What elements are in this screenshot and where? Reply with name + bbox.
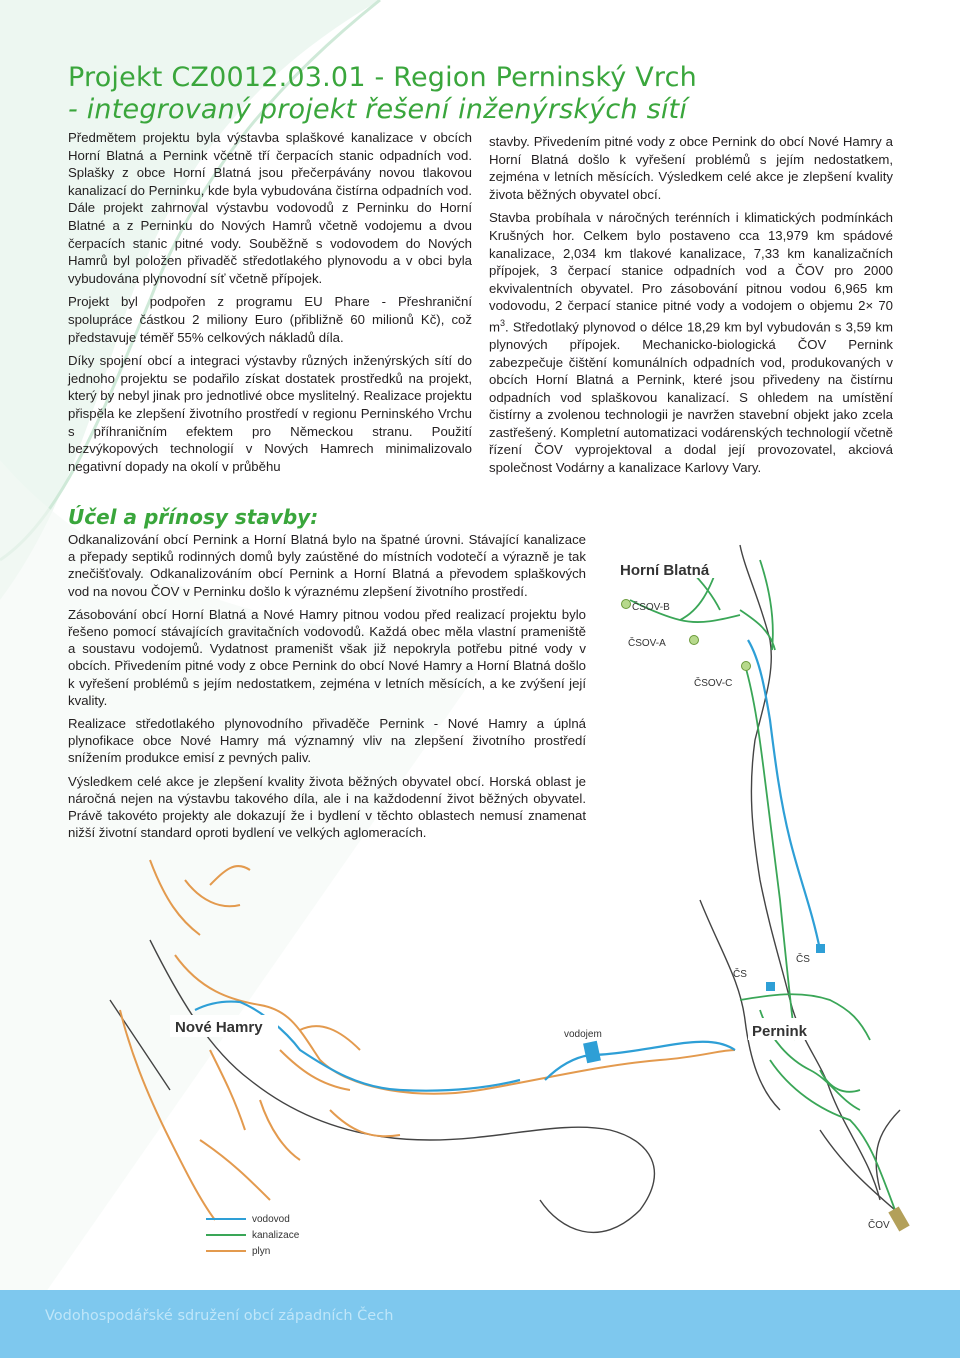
left-paragraph-3: Díky spojení obcí a integraci výstavby různých inženýrských sítí do jednoho projektu se podařilo získat dostatek prostředků na projekt, který by nebyl jinak pro jednotlivé obce myslitelný. Realizace projektu přispěla ke zlepšení životního prostředí v regionu Perninského Vrchu s příhraničním efektem pro Německou stranu. Použití bezvýkopových technologií v Nových Hamrech minimalizovalo negativní dopady na okolí v průběhu [68, 353, 472, 474]
road-network [110, 545, 900, 1232]
vodojem-marker [583, 1041, 601, 1063]
cs-1-marker [766, 982, 775, 991]
section-paragraph-4: Výsledkem celé akce je zlepšení kvality života běžných obyvatel obcí. Horská oblast je náročná nejen na výstavbu takového díla, ale i na každodenní život běžných obyvatel. Právě takovéto projekty ale dokazují že i bydlení v těchto oblastech nemusí znamenat nižší životní standard oproti bydlení ve velkých aglomeracích. [68, 773, 586, 841]
left-column [68, 129, 472, 481]
water-network [195, 640, 820, 1091]
cov-label: ČOV [868, 1220, 890, 1231]
section-paragraph-2: Zásobování obcí Horní Blatná a Nové Hamry pitnou vodou před realizací projektu bylo řešeno pomocí stávajících gravitačních vodovodů. Každá obec měla vlastní prameniště a soustavu vodojemů. Vydatnost prameništ však již nepokryla potřebu pitné vody v obcích. Přivedením pitné vody z obce Pernink do obcí Nové Hamry a Horní Blatná došlo k vyřešení problémů s jejím nedostatkem, zejména v letních měsících, a ke zvýšení její kvality. [68, 606, 586, 708]
left-paragraph-2: Projekt byl podpořen z programu EU Phare - Přeshraniční spolupráce částkou 2 miliony Euro (přibližně 60 milionů Kč), což představuje téměř 55% celkových nákladů díla. [68, 294, 472, 345]
right-paragraph-1: stavby. Přivedením pitné vody z obce Pernink do obcí Nové Hamry a Horní Blatná došlo k vyřešení problémů s jejím nedostatkem, zejména v letních měsících. Výsledkem celé akce je zlepšení kvality života běžných obyvatel obcí. [489, 134, 893, 202]
cs-2-marker [816, 944, 825, 953]
page-title [68, 62, 928, 126]
map-legend [206, 1214, 300, 1257]
right-paragraph-2-start: Stavba probíhala v náročných terénních i klimatických podmínkách Krušných hor. Celkem bylo postaveno cca 13,979 km spádové kanalizace, 2,034 km tlakové kanalizace, 7,33 km kanalizačních přípojek, 3 čerpací stanice odpadních vod a ČOV pro 2000 ekvivalentních obyvatel. Pro zásobování pitnou vodou 6,965 km vodovodu, 2 čerpací stanice pitné vody a vodojem o objemu 2× 70 m [489, 210, 893, 335]
title-line-2: - integrovaný projekt řešení inženýrských sítí [68, 94, 688, 125]
legend-gas-label: plyn [252, 1246, 271, 1257]
csov-b-marker [622, 600, 631, 609]
cs-2-label: ČS [796, 954, 810, 965]
csov-b-label: ČSOV-B [632, 602, 670, 613]
cov-marker [888, 1206, 909, 1231]
title-line-1: Projekt CZ0012.03.01 - Region Perninský Vrch [68, 62, 697, 93]
cubic-superscript: 3 [500, 317, 506, 328]
sewer-network [630, 560, 895, 1210]
section-paragraph-1: Odkanalizování obcí Pernink a Horní Blatná bylo na špatné úrovni. Stávající kanalizace a přepady septiků rodinných domů byly zaústěné do místních vodotečí a výrazně je tak znečišťovaly. Odkanalizováním obcí Pernink a Horní Blatná a převodem splaškových vod na novou ČOV v Perninku došlo k výraznému zlepšení životního prostředí. [68, 532, 586, 599]
right-paragraph-2-end: . Středotlaký plynovod o délce 18,29 km byl vybudován s 3,59 km plynových přípojek. Mechanicko-biologická ČOV Pernink zabezpečuje čištění komunálních odpadních vod, produkovaných v obcích Horní Blatná a Pernink, které jsou přivedeny na čistírnu odpadních vod splaškovou kanalizací. S ohledem na umístění čistírny a zvolenou technologii je navržen stavební objekt jako zcela zastřešený. Kompletní automatizaci vodárenských technologií včetně řízení ČOV vyprojektoval a dodal její provozovatel, akciová společnost Vodárny a kanalizace Karlovy Vary. [489, 319, 893, 476]
gas-network [120, 860, 735, 1220]
legend-sewer-label: kanalizace [252, 1230, 300, 1241]
csov-c-marker [742, 662, 751, 671]
legend-water-label: vodovod [252, 1214, 290, 1225]
left-paragraph-1: Předmětem projektu byla výstavba splaškové kanalizace v obcích Horní Blatná a Pernink včetně tří čerpacích stanic odpadních vod. Splašky z obce Horní Blatná jsou přečerpávány novou tlakovou kanalizací do Perninku, kde byla vybudována čistírna odpadních vod. Dále projekt zahrnoval výstavbu vodovodů z Perninku do Horní Blatné a z Perninku do Nových Hamrů včetně vodojemu a dvou čerpacích stanic pitné vody. Souběžně s vodovodem do Nových Hamrů byl položen přivaděč středotlakého plynovodu a v obci byla vybudována plynovodní síť včetně přípojek. [68, 130, 472, 286]
network-map [0, 520, 960, 1280]
vodojem-label: vodojem [564, 1029, 602, 1040]
horni-blatna-label: Horní Blatná [620, 562, 710, 579]
cs-1-label: ČS [733, 969, 747, 980]
section-paragraph-3: Realizace středotlakého plynovodního přivaděče Pernink - Nové Hamry a úplná plynofikace obce Nové Hamry má významný vliv na zlepšení životního prostředí snížením produkce emisí z pevných paliv. [68, 716, 586, 766]
footer-bar [0, 1290, 960, 1358]
right-column [489, 133, 893, 483]
nove-hamry-label: Nové Hamry [175, 1019, 263, 1036]
right-paragraph-2 [489, 209, 893, 476]
footer-text: Vodohospodářské sdružení obcí západních Čech [45, 1308, 394, 1324]
pernink-label: Pernink [752, 1023, 808, 1040]
csov-c-label: ČSOV-C [694, 678, 733, 689]
section-title: Účel a přínosy stavby: [68, 505, 319, 529]
csov-a-marker [690, 636, 699, 645]
csov-a-label: ČSOV-A [628, 638, 666, 649]
